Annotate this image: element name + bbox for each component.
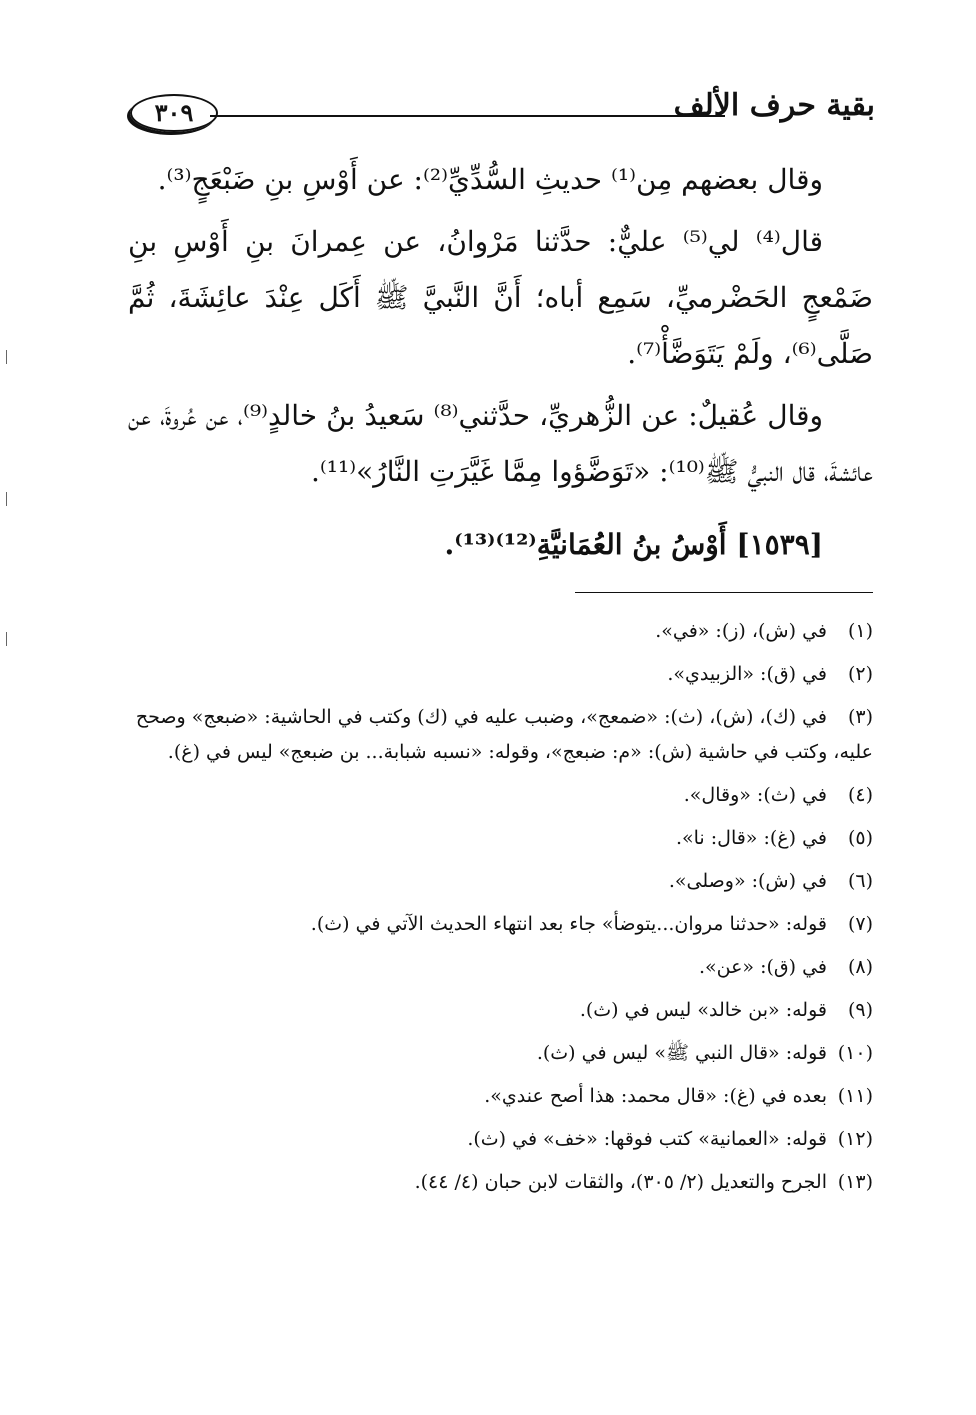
paragraph-2: قال⁽⁴⁾ لي⁽⁵⁾ عليٌّ: حدَّثنا مَرْوانُ، عن عِمرانَ بنِ أَوْسِ بنِ ضَمْعجٍ الحَضْرميِّ، سَمِع أباه؛ أَنَّ النَّبيَّ ﷺ أَكَل عِنْدَ عائِشَةَ، ثُمَّ صَلَّى⁽⁶⁾، ولَمْ يَتَوَضَّأْ⁽⁷⁾.: [128, 225, 873, 370]
footnote: [128, 1079, 873, 1114]
paragraph-3: وقال عُقيلٌ: عن الزُّهريِّ، حدَّثني⁽⁸⁾ سَعيدُ بنُ خالدٍ⁽⁹⁾، عن عُروةَ، عن عائشةَ، قال النبيُّ ﷺ⁽¹⁰⁾: «تَوَضَّؤوا مِمَّا غَيَّرَتِ النَّارُ»⁽¹¹⁾.: [128, 399, 873, 488]
footnote-number: (١٠): [837, 1042, 873, 1064]
header-rule: [210, 115, 725, 117]
footnote-number: (١٢): [837, 1128, 873, 1150]
footnote-number: (٣): [847, 706, 873, 728]
footnote: [128, 821, 873, 856]
footnote-number: (٥): [847, 827, 873, 849]
footnote-number: (٦): [847, 870, 873, 892]
footnotes: [128, 614, 873, 1208]
footnote-number: (٩): [847, 999, 873, 1021]
margin-mark: [6, 632, 7, 646]
footnote: [128, 778, 873, 813]
footnote-text: في (ق): «عن».: [698, 956, 827, 978]
footnote-text: قوله: «قال النبي ﷺ» ليس في (ث).: [536, 1042, 827, 1064]
running-header: [130, 88, 875, 140]
footnote-text: قوله: «حدثنا مروان...يتوضأ» جاء بعد انتهاء الحديث الآتي في (ث).: [310, 913, 827, 935]
footnote-separator: [575, 592, 873, 593]
header-title: بقية حرف الألف: [673, 88, 875, 123]
footnote-text: في (ق): «الزبيدي».: [667, 663, 827, 685]
page-number: ٣٠٩: [130, 94, 218, 132]
footnote: [128, 1122, 873, 1157]
footnote: [128, 657, 873, 692]
main-text: [128, 152, 873, 589]
footnote-number: (١١): [837, 1085, 873, 1107]
footnote-number: (٧): [847, 913, 873, 935]
footnote: [128, 1036, 873, 1071]
footnote: [128, 864, 873, 899]
footnote: [128, 700, 873, 770]
footnote-text: قوله: «بن خالد» ليس في (ث).: [579, 999, 827, 1021]
footnote-text: في (ث): «وقال».: [683, 784, 827, 806]
footnote-number: (٢): [847, 663, 873, 685]
footnote: [128, 950, 873, 985]
footnote: [128, 907, 873, 942]
footnote-number: (١): [847, 620, 873, 642]
footnote-text: في (ش)، (ز): «في».: [655, 620, 827, 642]
footnote-text: في (غ): «قال: نا».: [675, 827, 827, 849]
footnote-number: (١٣): [837, 1171, 873, 1193]
entry-heading: [١٥٣٩] أَوْسُ بنُ العُمَانيَّةِ⁽¹²⁾⁽¹³⁾.: [444, 528, 823, 561]
footnote-text: في (ش): «وصلى».: [668, 870, 827, 892]
footnote: [128, 614, 873, 649]
footnote-text: الجرح والتعديل (٢/ ٣٠٥)، والثقات لابن حبان (٤/ ٤٤).: [414, 1171, 827, 1193]
footnote: [128, 993, 873, 1028]
margin-mark: [6, 350, 7, 364]
footnote-text: بعده في (غ): «قال محمد: هذا أصح عندي».: [484, 1085, 827, 1107]
footnote-text: في (ك)، (ش)، (ث): «ضمعج»، وضبب عليه في (ك) وكتب في الحاشية: «ضبعج» وصحح عليه، وكتب في حاشية (ش): «م: ضبعج»، وقوله: «نسبه شبابة... بن ضبعج» ليس في (غ).: [135, 706, 873, 763]
footnote-number: (٨): [847, 956, 873, 978]
footnote-number: (٤): [847, 784, 873, 806]
footnote: [128, 1165, 873, 1200]
paragraph-1: وقال بعضهم مِن⁽¹⁾ حديثِ السُّدِّيِّ⁽²⁾: عن أَوْسِ بنِ ضَبْعَجٍ⁽³⁾.: [157, 163, 823, 196]
footnote-text: قوله: «العمانية» كتب فوقها: «خف» في (ث).: [467, 1128, 827, 1150]
margin-mark: [6, 492, 7, 506]
